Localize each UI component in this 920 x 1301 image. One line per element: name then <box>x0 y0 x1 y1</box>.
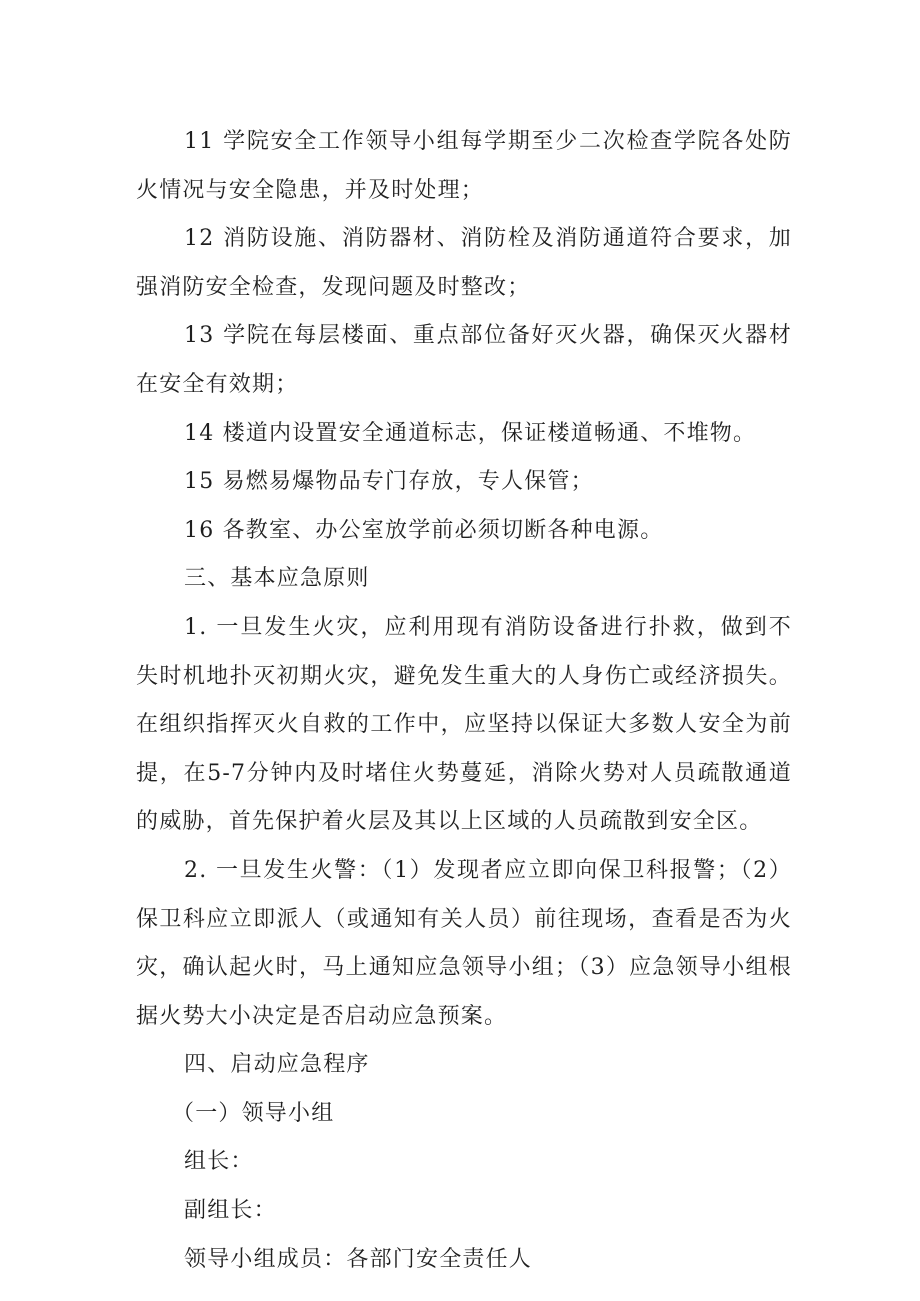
principle-1: 1. 一旦发生火灾，应利用现有消防设备进行扑救，做到不失时机地扑灭初期火灾，避免发生重大的人身伤亡或经济损失。在组织指挥灭火自救的工作中，应坚持以保证大多数人安全为前提，在5-7分钟内及时堵住火势蔓延，消除火势对人员疏散通道的威胁，首先保护着火层及其以上区域的人员疏散到安全区。 <box>136 614 792 835</box>
group-leader-line: 组长： <box>184 1149 254 1175</box>
deputy-leader-line: 副组长： <box>184 1198 277 1224</box>
document-body <box>136 118 792 1284</box>
subsection-heading-leadership-group: （一）领导小组 <box>172 1100 335 1126</box>
rule-item-15: 15 易燃易爆物品专门存放，专人保管； <box>184 469 594 495</box>
principle-2: 2. 一旦发生火警：（1）发现者应立即向保卫科报警；（2）保卫科应立即派人（或通知有关人员）前往现场，查看是否为火灾，确认起火时，马上通知应急领导小组；（3）应急领导小组根据火势大小决定是否启动应急预案。 <box>136 857 792 1029</box>
rule-item-16: 16 各教室、办公室放学前必须切断各种电源。 <box>184 517 664 543</box>
rule-item-11: 11 学院安全工作领导小组每学期至少二次检查学院各处防火情况与安全隐患，并及时处理； <box>136 129 792 203</box>
section-heading-emergency-procedure: 四、启动应急程序 <box>184 1052 370 1078</box>
group-members-line: 领导小组成员：各部门安全责任人 <box>184 1246 533 1272</box>
rule-item-13: 13 学院在每层楼面、重点部位备好灭火器，确保灭火器材在安全有效期； <box>136 323 792 397</box>
section-heading-basic-principles: 三、基本应急原则 <box>184 566 370 592</box>
rule-item-14: 14 楼道内设置安全通道标志，保证楼道畅通、不堆物。 <box>184 420 757 446</box>
rule-item-12: 12 消防设施、消防器材、消防栓及消防通道符合要求，加强消防安全检查，发现问题及时整改； <box>136 226 792 300</box>
